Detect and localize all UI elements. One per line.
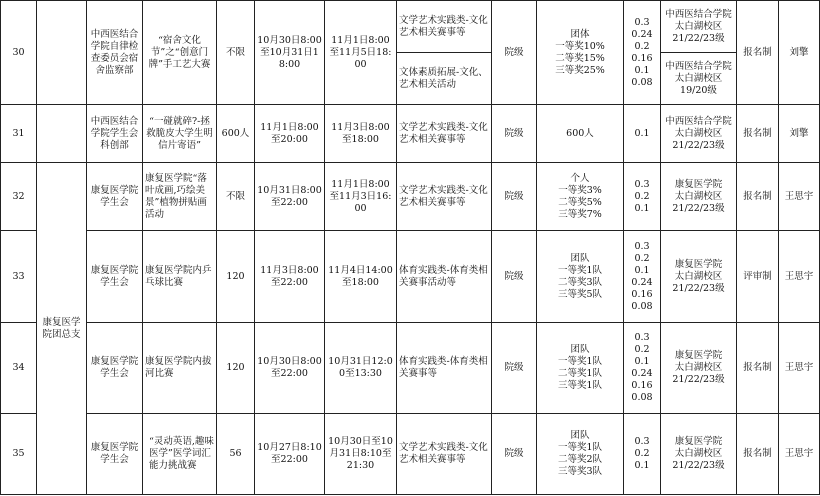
point-line: 0.08 bbox=[631, 300, 653, 312]
award-line: 二等奖2队 bbox=[557, 454, 603, 465]
signup-time: 10月30日8:00至10月31日18:00 bbox=[255, 1, 325, 105]
scope-line: 21/22/23级 bbox=[672, 374, 725, 385]
table-row bbox=[1, 414, 820, 495]
event-time: 10月30日至10月31日8:10至21:30 bbox=[325, 414, 397, 495]
scope-line: 太白湖校区 bbox=[674, 127, 723, 139]
scope bbox=[661, 163, 737, 231]
mode: 报名制 bbox=[737, 163, 779, 231]
awards bbox=[537, 414, 624, 495]
department-cell: 康复医学院学生会 bbox=[87, 163, 143, 231]
mode: 报名制 bbox=[737, 323, 779, 414]
award-line: 600人 bbox=[566, 127, 594, 139]
award-line: 三等奖5队 bbox=[557, 288, 603, 300]
point-line: 0.1 bbox=[634, 64, 650, 76]
signup-time: 10月30日8:00至22:00 bbox=[255, 323, 325, 414]
awards bbox=[537, 1, 624, 105]
point-line: 0.3 bbox=[634, 240, 650, 252]
activity-name: “宿舍文化节”之“创意门牌”手工艺大赛 bbox=[143, 1, 217, 105]
participant-limit: 不限 bbox=[217, 163, 255, 231]
scope bbox=[661, 105, 737, 163]
point-line: 0.2 bbox=[634, 252, 650, 264]
department-cell: 康复医学院学生会 bbox=[87, 323, 143, 414]
scope-line: 中西医结合学院 bbox=[665, 115, 732, 127]
level: 院级 bbox=[492, 105, 537, 163]
scope bbox=[661, 53, 737, 105]
mode: 报名制 bbox=[737, 1, 779, 105]
point-line: 0.16 bbox=[631, 288, 653, 300]
contact: 王思宇 bbox=[779, 231, 820, 323]
scope-line: 太白湖校区 bbox=[674, 362, 723, 373]
mode: 报名制 bbox=[737, 414, 779, 495]
award-line: 团体 bbox=[570, 28, 590, 40]
signup-time: 11月3日8:00至22:00 bbox=[255, 231, 325, 323]
activity-name: 康复医学院内乒乓球比赛 bbox=[143, 231, 217, 323]
point-line: 0.3 bbox=[634, 332, 650, 343]
level: 院级 bbox=[492, 163, 537, 231]
point-line: 0.3 bbox=[634, 178, 650, 190]
participant-limit: 56 bbox=[217, 414, 255, 495]
point-line: 0.1 bbox=[634, 202, 650, 214]
row-number: 33 bbox=[1, 231, 37, 323]
scope bbox=[661, 323, 737, 414]
category: 文体素质拓展-文化、艺术相关活动 bbox=[397, 53, 492, 105]
scope-line: 康复医学院 bbox=[674, 350, 723, 361]
signup-time: 10月27日8:10至22:00 bbox=[255, 414, 325, 495]
award-line: 一等奖1队 bbox=[557, 264, 603, 276]
awards bbox=[537, 231, 624, 323]
award-line: 三等奖1队 bbox=[557, 380, 603, 391]
points bbox=[624, 105, 661, 163]
table-row bbox=[1, 1, 820, 53]
participant-limit: 120 bbox=[217, 231, 255, 323]
point-line: 0.1 bbox=[634, 460, 650, 471]
points bbox=[624, 231, 661, 323]
award-line: 二等奖3队 bbox=[557, 276, 603, 288]
award-line: 一等奖3% bbox=[558, 184, 602, 196]
activity-name: “灵动英语,趣味医学”医学词汇能力挑战赛 bbox=[143, 414, 217, 495]
event-time: 11月1日8:00至11月5日18:00 bbox=[325, 1, 397, 105]
participant-limit: 不限 bbox=[217, 1, 255, 105]
points bbox=[624, 414, 661, 495]
award-line: 一等奖1队 bbox=[557, 356, 603, 367]
scope-line: 康复医学院 bbox=[674, 178, 723, 190]
award-line: 二等奖15% bbox=[555, 52, 605, 64]
event-time: 11月4日14:00至18:00 bbox=[325, 231, 397, 323]
point-line: 0.08 bbox=[631, 76, 653, 88]
award-line: 团队 bbox=[570, 344, 590, 355]
points bbox=[624, 1, 661, 105]
table-row bbox=[1, 105, 820, 163]
department-cell: 康复医学院学生会 bbox=[87, 231, 143, 323]
contact: 王思宇 bbox=[779, 163, 820, 231]
scope-line: 中西医结合学院 bbox=[665, 8, 732, 20]
department-cell: 中西医结合学院自律检查委员会宿舍监察部 bbox=[87, 1, 143, 105]
row-number: 30 bbox=[1, 1, 37, 105]
event-time: 10月31日12:00至13:30 bbox=[325, 323, 397, 414]
scope-line: 太白湖校区 bbox=[674, 270, 723, 282]
participant-limit: 120 bbox=[217, 323, 255, 414]
award-line: 一等奖1队 bbox=[557, 442, 603, 453]
category: 体育实践类-体育类相关赛事活动等 bbox=[397, 231, 492, 323]
table-row bbox=[1, 163, 820, 231]
category: 文学艺术实践类-文化艺术相关赛事等 bbox=[397, 1, 492, 53]
category: 文学艺术实践类-文化艺术相关赛事等 bbox=[397, 105, 492, 163]
award-line: 团队 bbox=[570, 252, 590, 264]
point-line: 0.2 bbox=[634, 40, 650, 52]
scope-line: 康复医学院 bbox=[674, 436, 723, 447]
table-row bbox=[1, 323, 820, 414]
scope-line: 中西医结合学院 bbox=[665, 60, 732, 72]
activity-name: “一碰就碎?-拯救脆皮大学生明信片寄语” bbox=[143, 105, 217, 163]
award-line: 三等奖3队 bbox=[557, 466, 603, 477]
row-number: 34 bbox=[1, 323, 37, 414]
scope-line: 21/22/23级 bbox=[672, 460, 725, 471]
level: 院级 bbox=[492, 414, 537, 495]
point-line: 0.3 bbox=[634, 16, 650, 28]
award-line: 三等奖7% bbox=[558, 208, 602, 220]
award-line: 三等奖25% bbox=[555, 64, 605, 76]
awards bbox=[537, 105, 624, 163]
point-line: 0.1 bbox=[634, 356, 650, 367]
point-line: 0.16 bbox=[631, 380, 653, 391]
point-line: 0.2 bbox=[634, 190, 650, 202]
scope-line: 太白湖校区 bbox=[674, 190, 723, 202]
level: 院级 bbox=[492, 323, 537, 414]
contact: 刘擎 bbox=[779, 105, 820, 163]
level: 院级 bbox=[492, 1, 537, 105]
organizer-cell: 康复医学院团总支 bbox=[37, 163, 87, 495]
scope-line: 太白湖校区 bbox=[674, 448, 723, 459]
contact: 王思宇 bbox=[779, 414, 820, 495]
category: 文学艺术实践类-文化艺术相关赛事等 bbox=[397, 163, 492, 231]
scope bbox=[661, 1, 737, 53]
points bbox=[624, 163, 661, 231]
point-line: 0.2 bbox=[634, 448, 650, 459]
scope bbox=[661, 231, 737, 323]
row-number: 32 bbox=[1, 163, 37, 231]
scope-line: 19/20级 bbox=[680, 84, 717, 96]
scope-line: 太白湖校区 bbox=[674, 20, 723, 32]
award-line: 团队 bbox=[570, 430, 590, 441]
awards bbox=[537, 323, 624, 414]
scope-line: 康复医学院 bbox=[674, 258, 723, 270]
point-line: 0.1 bbox=[634, 127, 650, 139]
award-line: 二等奖5% bbox=[558, 196, 602, 208]
contact: 刘擎 bbox=[779, 1, 820, 105]
point-line: 0.3 bbox=[634, 436, 650, 447]
category: 文学艺术实践类-文化艺术相关赛事等 bbox=[397, 414, 492, 495]
row-number: 31 bbox=[1, 105, 37, 163]
activity-name: 康复医学院内拔河比赛 bbox=[143, 323, 217, 414]
level: 院级 bbox=[492, 231, 537, 323]
point-line: 0.2 bbox=[634, 344, 650, 355]
award-line: 二等奖1队 bbox=[557, 368, 603, 379]
category: 体育实践类-体育类相关赛事等 bbox=[397, 323, 492, 414]
award-line: 一等奖10% bbox=[555, 40, 605, 52]
points bbox=[624, 323, 661, 414]
point-line: 0.24 bbox=[631, 28, 653, 40]
point-line: 0.1 bbox=[634, 264, 650, 276]
activity-name: 康复医学院“落叶成画,巧绘美景”植物拼贴画活动 bbox=[143, 163, 217, 231]
scope-line: 21/22/23级 bbox=[672, 139, 725, 151]
table-row bbox=[1, 231, 820, 323]
organizer-cell bbox=[37, 1, 87, 105]
participant-limit: 600人 bbox=[217, 105, 255, 163]
signup-time: 10月31日8:00至22:00 bbox=[255, 163, 325, 231]
point-line: 0.24 bbox=[631, 368, 653, 379]
signup-time: 11月1日8:00至20:00 bbox=[255, 105, 325, 163]
mode: 评审制 bbox=[737, 231, 779, 323]
scope-line: 21/22/23级 bbox=[672, 32, 725, 44]
event-time: 11月1日8:00至11月3日16:00 bbox=[325, 163, 397, 231]
award-line: 个人 bbox=[570, 172, 590, 184]
point-line: 0.08 bbox=[631, 392, 653, 403]
awards bbox=[537, 163, 624, 231]
event-time: 11月3日8:00至18:00 bbox=[325, 105, 397, 163]
scope bbox=[661, 414, 737, 495]
scope-line: 太白湖校区 bbox=[674, 72, 723, 84]
point-line: 0.24 bbox=[631, 276, 653, 288]
scope-line: 21/22/23级 bbox=[672, 282, 725, 294]
scope-line: 21/22/23级 bbox=[672, 202, 725, 214]
department-cell: 康复医学院学生会 bbox=[87, 414, 143, 495]
department-cell: 中西医结合学院学生会科创部 bbox=[87, 105, 143, 163]
point-line: 0.16 bbox=[631, 52, 653, 64]
organizer-cell bbox=[37, 105, 87, 163]
row-number: 35 bbox=[1, 414, 37, 495]
mode: 报名制 bbox=[737, 105, 779, 163]
contact: 王思宇 bbox=[779, 323, 820, 414]
